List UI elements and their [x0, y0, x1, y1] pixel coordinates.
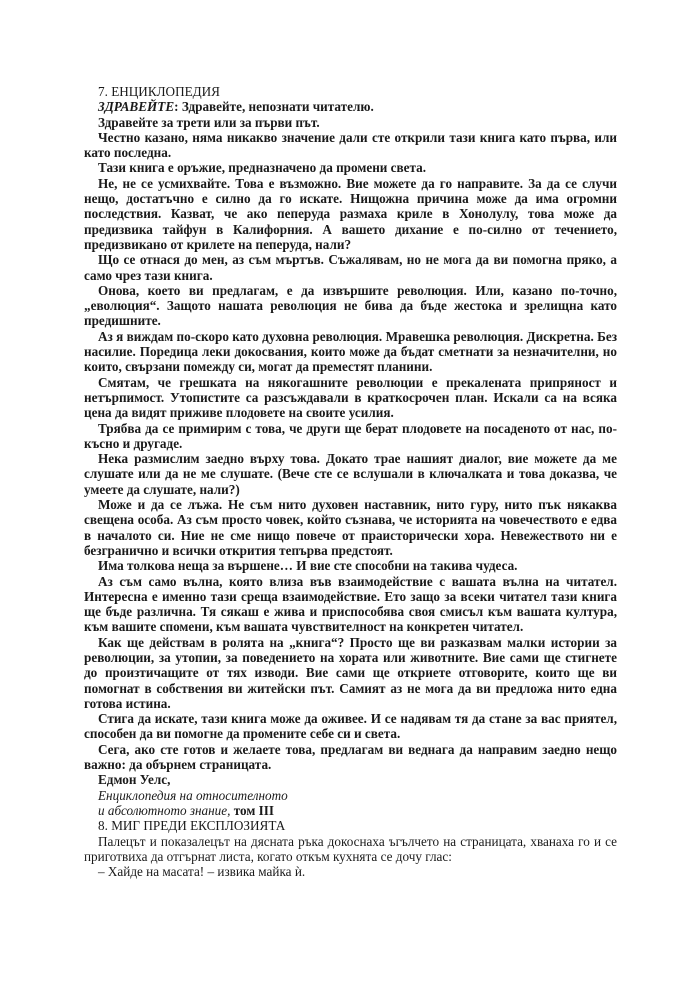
- paragraph: Как ще действам в ролята на „книга“? Просто ще ви разказвам малки истории за революции, за утопии, за поведението на хората или животните. Вие сами ще стигнете до произтичащите от тях изводи. Вие сами ще откриете отговорите, които ще ви помогнат в собствения ви житейски път. Самият аз не мога да ви предложа нито една готова истина.: [84, 634, 617, 711]
- paragraph: Палецът и показалецът на дясната ръка докоснаха ъгълчето на страницата, хванаха го и се приготвиха да отгърнат листа, когато откъм кухнята се дочу глас:: [84, 833, 617, 864]
- paragraph: Аз я виждам по-скоро като духовна революция. Мравешка революция. Дискретна. Без насилие. Поредица леки докосвания, които може да бъдат сметнати за незначителни, но които, свързани помежду си, могат да преместят планини.: [84, 328, 617, 375]
- paragraph: Може и да се лъжа. Не съм нито духовен наставник, нито гуру, нито пък някаква свещена особа. Аз съм просто човек, който съзнава, че историята на човечеството е едва в началото си. Ние не сме нищо повече от праисторически хора. Невежеството ни е безгранично и всички открития тепърва предстоят.: [84, 497, 617, 558]
- paragraph: Здравейте за трети или за първи път.: [98, 114, 320, 130]
- chapter-8-heading: 8. МИГ ПРЕДИ ЕКСПЛОЗИЯТА: [98, 818, 286, 834]
- paragraph: – Хайде на масата! – извика майка ѝ.: [98, 864, 306, 880]
- document-page: [84, 84, 617, 879]
- signature-work-volume: [84, 803, 617, 818]
- paragraph: Има толкова неща за вършене… И вие сте способни на такива чудеса.: [98, 558, 518, 574]
- chapter-7-heading: 7. ЕНЦИКЛОПЕДИЯ: [98, 84, 220, 99]
- paragraph: Стига да искате, тази книга може да оживее. И се надявам тя да стане за вас приятел, способен да ви помогне да промените себе си и света.: [84, 711, 617, 742]
- paragraph: Не, не се усмихвайте. Това е възможно. Вие можете да го направите. За да се случи нещо, достатъчно е силно да го искате. Нищожна причина може да има огромни последствия. Казват, че ако пеперуда размаха криле в Хонолулу, това може да предизвика тайфун в Калифорния. А вашето дихание е по-силно от течението, предизвикано от крилете на пеперуда, нали?: [84, 175, 617, 252]
- entry-term: ЗДРАВЕЙТЕ: [98, 99, 175, 115]
- paragraph: Аз съм само вълна, която влиза във взаимодействие с вашата вълна на читател. Интересна е именно тази среща взаимодействие. Ето защо за всеки читател тази книга ще бъде различна. Тя сякаш е жива и приспособява своя смисъл към вашата култура, към вашите спомени, към вашата чувствителност на конкретен читател.: [84, 573, 617, 635]
- signature-author: Едмон Уелс,: [98, 772, 171, 788]
- paragraph: Честно казано, няма никакво значение дали сте открили тази книга като първа, или като последна.: [84, 129, 617, 161]
- paragraph: Тази книга е оръжие, предназначено да промени света.: [98, 160, 427, 176]
- encyclopedia-entry-intro: [84, 99, 617, 114]
- paragraph: Нека размислим заедно върху това. Докато трае нашият диалог, вие можете да ме слушате или да не ме слушате. (Вече сте се вслушали в ключалката и това доказва, че умеете да слушате, нали?): [84, 451, 617, 497]
- signature-volume: том III: [230, 802, 275, 818]
- entry-term-rest: : Здравейте, непознати читателю.: [174, 99, 374, 115]
- paragraph: Онова, което ви предлагам, е да извършите революция. Или, казано по-точно, „еволюция“. Защото нашата революция не бива да бъде жестока и зрелищна като предишните.: [84, 282, 617, 329]
- paragraph: Смятам, че грешката на някогашните революции е прекалената припряност и нетърпимост. Утопистите са разсъждавали в краткосрочен план. Искали са на всяка цена да видят приживе плодовете на своите усилия.: [84, 374, 617, 421]
- paragraph: Сега, ако сте готов и желаете това, предлагам ви веднага да направим заедно нещо важно: да обърнем страницата.: [84, 741, 617, 773]
- paragraph: Що се отнася до мен, аз съм мъртъв. Съжалявам, но не мога да ви помогна пряко, а само чрез тази книга.: [84, 252, 617, 283]
- signature-work-title-cont: и абсолютното знание,: [98, 802, 231, 818]
- signature-work-title: Енциклопедия на относителното: [98, 787, 288, 803]
- paragraph: Трябва да се примирим с това, че други ще берат плодовете на посаденото от нас, по-късно и другаде.: [84, 420, 617, 451]
